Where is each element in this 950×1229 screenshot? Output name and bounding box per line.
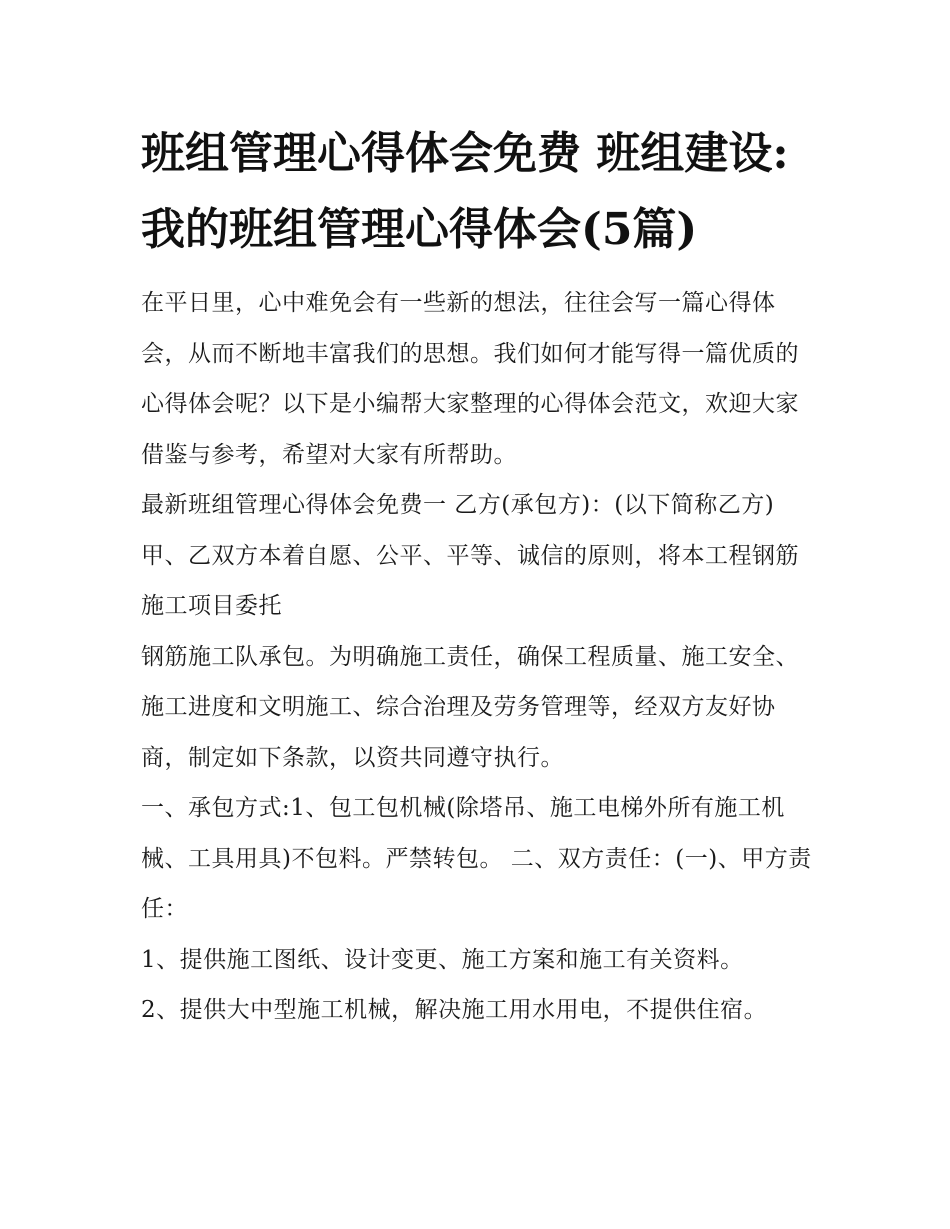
- paragraph-item-2: 2、提供大中型施工机械，解决施工用水用电，不提供住宿。: [141, 997, 768, 1023]
- document-body: [141, 116, 813, 1036]
- paragraph-item-1: 1、提供施工图纸、设计变更、施工方案和施工有关资料。: [141, 946, 744, 973]
- paragraph-contract-purpose: 钢筋施工队承包。为明确施工责任，确保工程质量、施工安全、施工进度和文明施工、综合治理及劳务管理等，经双方友好协商，制定如下条款，以资共同遵守执行。: [141, 643, 799, 771]
- paragraph-contract-terms: 一、承包方式:1、包工包机械(除塔吊、施工电梯外所有施工机械、工具用具)不包料。严禁转包。 二、双方责任：(一)、甲方责任：: [141, 795, 812, 922]
- paragraph-contract-parties: 最新班组管理心得体会免费一 乙方(承包方)：(以下简称乙方) 甲、乙双方本着自愿、公平、平等、诚信的原则，将本工程钢筋施工项目委托: [141, 492, 799, 619]
- paragraph-intro: 在平日里，心中难免会有一些新的想法，往往会写一篇心得体会，从而不断地丰富我们的思想。我们如何才能写得一篇优质的心得体会呢？以下是小编帮大家整理的心得体会范文，欢迎大家借鉴与参考，希望对大家有所帮助。: [141, 290, 799, 468]
- document-title: 班组管理心得体会免费 班组建设:我的班组管理心得体会(5篇): [141, 128, 789, 255]
